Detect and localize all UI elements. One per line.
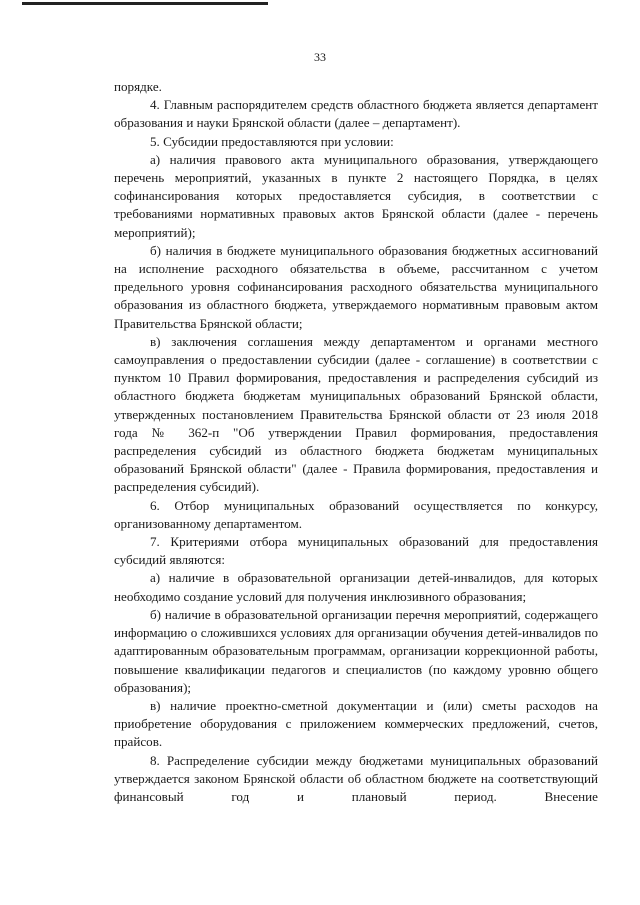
header-rule — [22, 2, 268, 5]
document-body — [114, 78, 598, 806]
paragraph-item-6: 6. Отбор муниципальных образований осуществляется по конкурсу, организованному департаментом. — [114, 497, 598, 531]
paragraph-item-5a: а) наличия правового акта муниципального образования, утверждающего перечень мероприятий, указанных в пункте 2 настоящего Порядка, в целях софинансирования которых предоставляется субсидия, в соответствии с требованиями нормативных правовых актов Брянской области (далее - перечень мероприятий); — [114, 151, 598, 240]
paragraph-item-5v: в) заключения соглашения между департаментом и органами местного самоуправления о предоставлении субсидии (далее - соглашение) в соответствии с пунктом 10 Правил формирования, предоставления и распределения субсидий из областного бюджета бюджетам муниципальных образований Брянской области, утвержденных постановлением Правительства Брянской области от 23 июля 2018 года № 362-п "Об утверждении Правил формирования, предоставления распределения субсидий из областного бюджета бюджетам муниципальных образований Брянской области" (далее - Правила формирования, предоставления и распределения субсидий). — [114, 333, 598, 495]
paragraph-item-7v: в) наличие проектно-сметной документации и (или) сметы расходов на приобретение оборудования с приложением коммерческих предложений, счетов, прайсов. — [114, 697, 598, 750]
paragraph-continuation: порядке. — [114, 79, 162, 94]
paragraph-item-5b: б) наличия в бюджете муниципального образования бюджетных ассигнований на исполнение расходного обязательства в объеме, рассчитанном с учетом предельного уровня софинансирования расходного обязательства муниципального образования из областного бюджета, утверждаемого нормативным правовым актом Правительства Брянской области; — [114, 242, 598, 331]
paragraph-item-7a: а) наличие в образовательной организации детей-инвалидов, для которых необходимо создание условий для получения инклюзивного образования; — [114, 570, 598, 604]
paragraph-item-8: 8. Распределение субсидии между бюджетами муниципальных образований утверждается законом Брянской области об областном бюджете на соответствующий финансовый год и плановый период. Внесение — [114, 752, 598, 804]
page-number: 33 — [314, 50, 326, 64]
paragraph-item-7b: б) наличие в образовательной организации перечня мероприятий, содержащего информацию о сложившихся условиях для организации обучения детей-инвалидов по адаптированным образовательным программам, организации коррекционной работы, повышение квалификации педагогов и специалистов (по каждому уровню общего образования); — [114, 606, 598, 695]
paragraph-item-4: 4. Главным распорядителем средств областного бюджета является департамент образования и науки Брянской области (далее – департамент). — [114, 97, 598, 131]
paragraph-item-5: 5. Субсидии предоставляются при условии: — [150, 133, 394, 149]
paragraph-item-7: 7. Критериями отбора муниципальных образований для предоставления субсидий являются: — [114, 534, 598, 568]
